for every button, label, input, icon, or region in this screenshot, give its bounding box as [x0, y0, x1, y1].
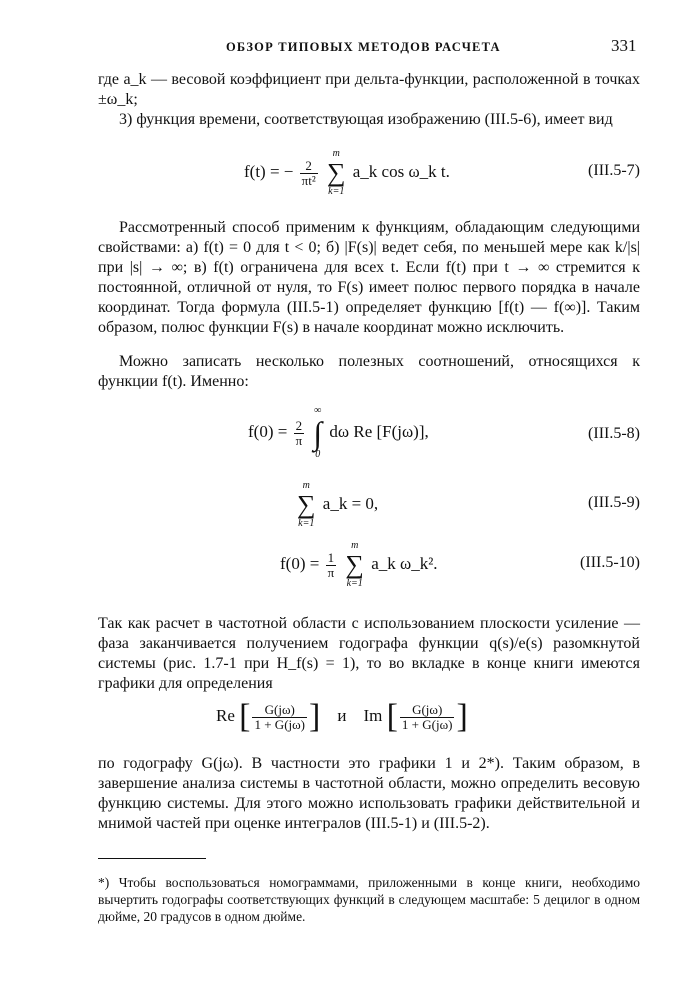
equation-number: (III.5-7) — [588, 162, 640, 179]
equation-III-5-7 — [98, 148, 640, 198]
equation-body: f(0) = $\frac{1}{\pi}$ m ∑ k=1 a_k ω_k². — [280, 540, 438, 589]
paragraph-useful-relations: Можно записать несколько полезных соотношений, относящихся к функции f(t). Именно: — [98, 353, 640, 390]
footnote: *) Чтобы воспользоваться номограммами, приложенными в конце книги, необходимо вычертить годографы соответствующих функций в следующем масштабе: 5 децилог в одном дюйме, 20 градусов в одном дюйме. — [98, 875, 640, 924]
paragraph-frequency-domain: Так как расчет в частотной области с использованием плоскости усиление — фаза заканчивается получением годографа функции q(s)/e(s) разомкнутой системы (рис. 1.7-1 при H_f(s) = 1), то во вкладке в конце книги имеются графики для определения — [98, 615, 640, 692]
equation-body: f(0) = $\frac{2}{\pi}$ ∞ ∫ 0 dω Re [F(jω)], — [248, 405, 429, 460]
equation-III-5-8 — [98, 405, 640, 467]
page-header — [0, 38, 694, 58]
equation-body: f(t) = − $\frac{2}{\text{πt²}}$ m ∑ k=1 a_k cos ω_k t. — [244, 148, 450, 197]
footnote-divider — [98, 858, 206, 859]
page-number: 331 — [611, 36, 637, 55]
paragraph-function-properties: Рассмотренный способ применим к функциям, обладающим следующими свойствами: а) f(t) = 0 для t < 0; б) |F(s)| ведет себя, по меньшей мере как k/|s| при |s| → ∞; в) f(t) ограничена для всех t. Если f(t) при t → ∞ стремится к постоянной, отличной от нуля, то F(s) имеет полюс первого порядка в начале координат. Тогда формула (III.5-1) определяет функцию [f(t) — f(∞)]. Таким образом, полюс функции F(s) в начале координат можно исключить. — [98, 219, 640, 336]
equation-number: (III.5-9) — [588, 494, 640, 511]
equation-re-im — [98, 698, 640, 742]
equation-number: (III.5-8) — [588, 425, 640, 442]
equation-number: (III.5-10) — [580, 554, 640, 571]
equation-body: Re [ $\frac{G(j\omega)}{1 + G(j\omega)}$ ] и Im [ $\frac{G(j\omega)}{1 + G(j\omega)}$ ] — [216, 698, 468, 735]
equation-III-5-10 — [98, 540, 640, 590]
paragraph-weight-coefficient: где a_k — весовой коэффициент при дельта-функции, расположенной в точках ±ω_k; — [98, 71, 640, 108]
equation-body: m ∑ k=1 a_k = 0, — [297, 480, 379, 529]
paragraph-time-function: 3) функция времени, соответствующая изображению (III.5-6), имеет вид — [119, 111, 613, 128]
equation-III-5-9 — [98, 480, 640, 530]
paragraph-weight-function: по годографу G(jω). В частности это графики 1 и 2*). Таким образом, в завершение анализа системы в частотной области, можно определить весовую функцию системы. Для этого можно использовать графики действительной и мнимой частей при оценке интегралов (III.5-1) и (III.5-2). — [98, 755, 640, 832]
running-title: ОБЗОР ТИПОВЫХ МЕТОДОВ РАСЧЕТА — [226, 40, 501, 54]
